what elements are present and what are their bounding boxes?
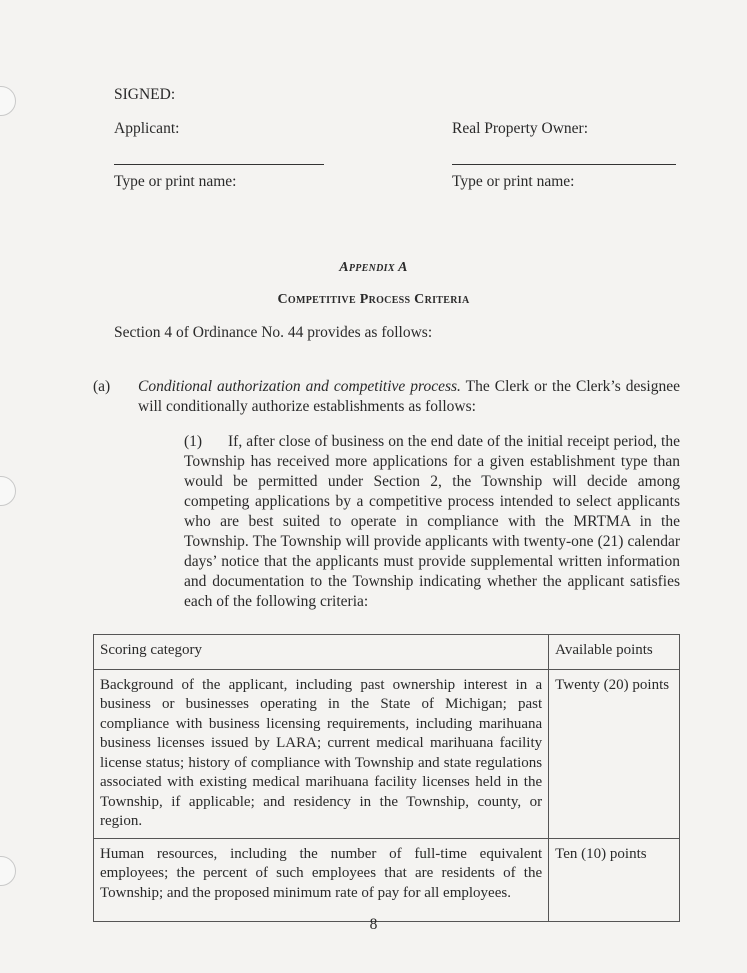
table-row	[94, 669, 680, 838]
row-points-cell: Ten (10) points	[549, 838, 680, 921]
header-available-points: Available points	[549, 635, 680, 670]
row-category-cell: Human resources, including the number of full-time equivalent employees; the percent of such employees that are residents of the Township; and the proposed minimum rate of pay for all employees.	[94, 838, 549, 921]
applicant-print-name-label: Type or print name:	[114, 173, 237, 190]
section-a-marker: (a)	[93, 378, 111, 395]
signed-label: SIGNED:	[114, 86, 176, 103]
section-a-paragraph	[138, 377, 680, 417]
owner-signature-line	[452, 164, 676, 165]
applicant-signature-line	[114, 164, 324, 165]
punch-hole	[0, 856, 16, 886]
row-points-cell: Twenty (20) points	[549, 669, 680, 838]
punch-hole	[0, 476, 16, 506]
table-header-row	[94, 635, 680, 670]
section-a-heading: Conditional authorization and competitive process.	[138, 378, 461, 395]
applicant-label: Applicant:	[114, 120, 180, 137]
punch-hole	[0, 86, 16, 116]
appendix-title: Appendix A	[339, 260, 408, 275]
page-number: 8	[369, 916, 378, 933]
row-category-cell: Background of the applicant, including past ownership interest in a business or businesses operating in the State of Michigan; past compliance with business licensing requirements, including marihuana business licenses issued by LARA; current medical marihuana facility license status; history of compliance with Township and state regulations associated with existing medical marihuana facility licenses held in the Township, if applicable; and residency in the Township, county, or region.	[94, 669, 549, 838]
table-row	[94, 838, 680, 921]
clause-1-paragraph	[184, 432, 680, 612]
clause-1-text: If, after close of business on the end date of the initial receipt period, the Township has received more applications for a given establishment type than would be permitted under Section 2, the Township will decide among competing applications by a competitive process intended to select applicants who are best suited to operate in compliance with the MRTMA in the Township. The Township will provide applicants with twenty-one (21) calendar days’ notice that the applicants must provide supplemental written information and documentation to the Township indicating whether the applicant satisfies each of the following criteria:	[184, 433, 680, 610]
section-a-text: The Clerk or the Clerk’s designee will conditionally authorize establishments as follows:	[138, 378, 680, 415]
owner-print-name-label: Type or print name:	[452, 173, 575, 190]
header-scoring-category: Scoring category	[94, 635, 549, 670]
owner-label: Real Property Owner:	[452, 120, 589, 137]
clause-1-marker: (1)	[184, 433, 203, 450]
criteria-table	[93, 634, 680, 922]
section-intro: Section 4 of Ordinance No. 44 provides as follows:	[114, 324, 433, 341]
appendix-subtitle: Competitive Process Criteria	[277, 292, 470, 307]
